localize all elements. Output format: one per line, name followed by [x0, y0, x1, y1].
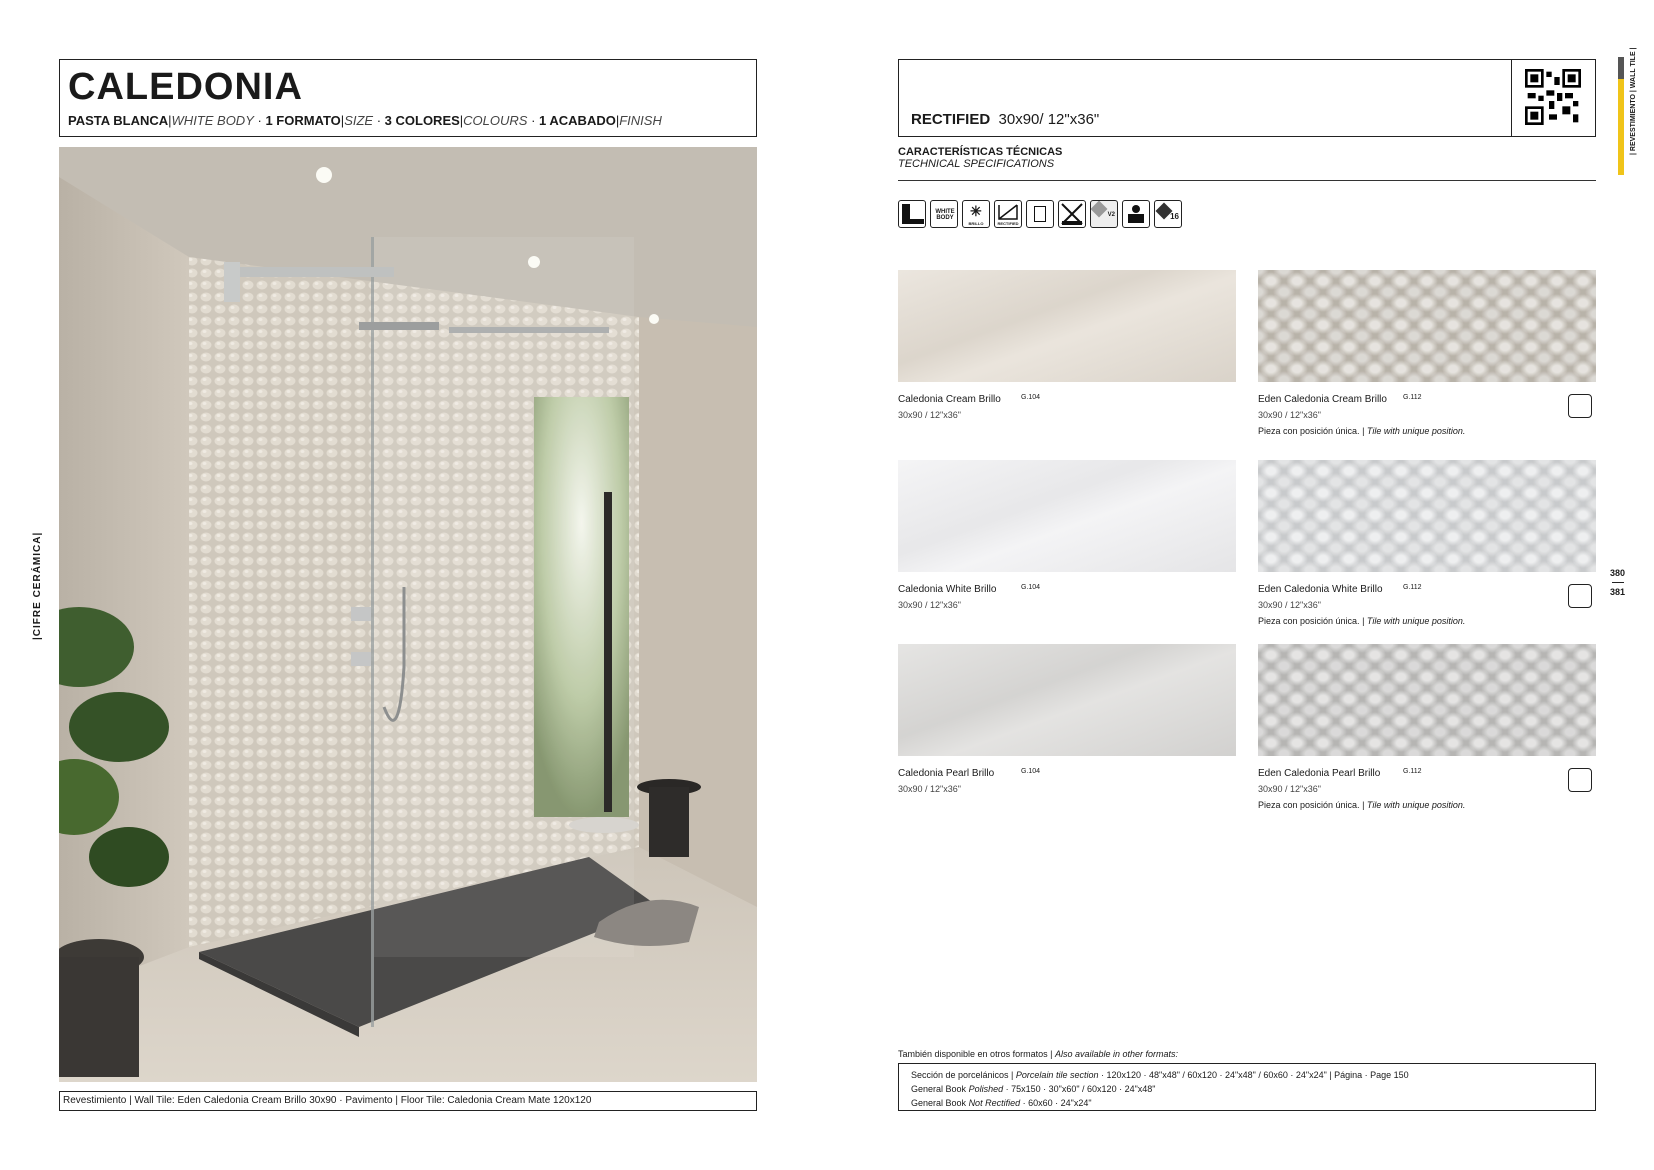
- tile-name: Caledonia White Brillo: [898, 584, 997, 595]
- page-title: CALEDONIA: [68, 66, 303, 108]
- tile-size: 30x90 / 12"x36": [898, 600, 961, 610]
- availability-box: [898, 1063, 1596, 1111]
- page-sep: [1612, 582, 1624, 583]
- tile-note-en: Tile with unique position.: [1366, 426, 1466, 436]
- technical-specs-heading: [898, 146, 1062, 170]
- line-b: Not Rectified: [968, 1098, 1021, 1108]
- line-b: Polished: [968, 1084, 1004, 1094]
- shade-variation-icon: [1090, 200, 1118, 228]
- size-es: 1 FORMATO: [265, 113, 341, 128]
- tile-swatch-eden-pearl[interactable]: [1258, 644, 1596, 756]
- rectified-word: RECTIFIED: [911, 111, 991, 128]
- section-side-text: | REVESTIMIENTO | WALL TILE |: [1630, 47, 1637, 155]
- tile-note-en: Tile with unique position.: [1366, 800, 1466, 810]
- colours-es: 3 COLORES: [384, 113, 460, 128]
- tile-note: [1258, 426, 1465, 436]
- colours-en: COLOURS: [463, 113, 528, 128]
- rectified-label: [911, 111, 1099, 128]
- unique-position-icon: [1568, 584, 1592, 608]
- line-a: Sección de porcelánicos |: [911, 1070, 1014, 1080]
- tile-code: G.112: [1403, 768, 1422, 775]
- tile-name: Caledonia Pearl Brillo: [898, 768, 995, 779]
- brand-side-text: |CIFRE CERÁMICA|: [32, 531, 43, 640]
- availability-line: [911, 1096, 1595, 1110]
- white-body-icon: [930, 200, 958, 228]
- tech-en: TECHNICAL SPECIFICATIONS: [898, 158, 1055, 170]
- shine-text: BRILLO: [968, 221, 984, 226]
- available-es: También disponible en otros formatos |: [898, 1049, 1053, 1059]
- tile-size: 30x90 / 12"x36": [1258, 600, 1321, 610]
- photo-caption: Revestimiento | Wall Tile: Eden Caledonia Cream Brillo 30x90 · Pavimento | Floor Tile: Caledonia Cream Mate 120x120: [59, 1091, 757, 1111]
- spec-icon-row: [898, 200, 1198, 230]
- body-en: WHITE BODY: [171, 113, 254, 128]
- line-c: · 120x120 · 48"x48" / 60x120 · 24"x48" / 60x60 · 24"x24" | Página · Page 150: [1100, 1070, 1409, 1080]
- tab-dark: [1618, 57, 1624, 79]
- finish-en: FINISH: [619, 113, 662, 128]
- tile-note-es: Pieza con posición única. |: [1258, 616, 1365, 626]
- white-body-text: WHITE BODY: [935, 209, 955, 221]
- wall-icon-text: WALL: [910, 215, 925, 221]
- shine-icon: ✳ BRILLO: [962, 200, 990, 228]
- line-a: General Book: [911, 1084, 967, 1094]
- tile-swatch-eden-white[interactable]: [1258, 460, 1596, 572]
- tile-note-es: Pieza con posición única. |: [1258, 426, 1365, 436]
- rectified-header-box: [898, 59, 1596, 137]
- tile-code: G.112: [1403, 584, 1422, 591]
- tile-note: [1258, 616, 1465, 626]
- tile-name: Eden Caledonia Cream Brillo: [1258, 394, 1387, 405]
- bathroom-illustration: [59, 147, 757, 1082]
- title-box: [59, 59, 757, 137]
- tech-es: CARACTERÍSTICAS TÉCNICAS: [898, 146, 1063, 158]
- tile-name: Caledonia Cream Brillo: [898, 394, 1001, 405]
- wall-icon: [898, 200, 926, 228]
- size-en: SIZE: [344, 113, 374, 128]
- unique-position-icon: [1568, 768, 1592, 792]
- no-floor-icon: [1058, 200, 1086, 228]
- line-c: · 60x60 · 24"x24": [1022, 1098, 1092, 1108]
- box-weight-icon: [1154, 200, 1182, 228]
- rectified-icon: [994, 200, 1022, 228]
- tile-swatch-cream[interactable]: [898, 270, 1236, 382]
- tile-name: Eden Caledonia White Brillo: [1258, 584, 1383, 595]
- tile-swatch-white[interactable]: [898, 460, 1236, 572]
- page-number-right: 381: [1610, 587, 1626, 597]
- divider: [898, 180, 1596, 181]
- availability-line: [911, 1068, 1595, 1082]
- tile-name: Eden Caledonia Pearl Brillo: [1258, 768, 1381, 779]
- page-number-left: 380: [1610, 568, 1626, 578]
- tile-code: G.112: [1403, 394, 1422, 401]
- box-weight-text: 16: [1170, 212, 1179, 221]
- rectified-icon-text: RECTIFIED: [997, 221, 1019, 226]
- tab-yellow: [1618, 79, 1624, 175]
- tile-code: G.104: [1021, 768, 1041, 775]
- tile-note: [1258, 800, 1465, 810]
- unique-position-icon: [1568, 394, 1592, 418]
- section-side-tab: [1618, 47, 1638, 157]
- tile-swatch-pearl[interactable]: [898, 644, 1236, 756]
- tile-note-en: Tile with unique position.: [1366, 616, 1466, 626]
- rectified-size: 30x90/ 12"x36": [998, 111, 1100, 128]
- qr-container: [1511, 60, 1596, 136]
- tile-code: G.104: [1021, 394, 1041, 401]
- pieces-per-box-icon: [1122, 200, 1150, 228]
- available-en: Also available in other formats:: [1054, 1049, 1178, 1059]
- finish-es: 1 ACABADO: [539, 113, 616, 128]
- availability-line: [911, 1082, 1595, 1096]
- shade-text: V2: [1107, 212, 1115, 218]
- qr-code-icon[interactable]: [1525, 69, 1581, 125]
- line-c: · 75x150 · 30"x60" / 60x120 · 24"x48": [1005, 1084, 1156, 1094]
- tile-size: 30x90 / 12"x36": [898, 784, 961, 794]
- tile-code: G.104: [1021, 584, 1041, 591]
- page-numbers: [1610, 566, 1625, 599]
- collection-subtitle: PASTA BLANCA|WHITE BODY · 1 FORMATO|SIZE · 3 COLORES|COLOURS · 1 ACABADO|FINISH: [68, 113, 662, 128]
- line-a: General Book: [911, 1098, 967, 1108]
- line-b: Porcelain tile section: [1015, 1070, 1099, 1080]
- tile-grid: [898, 270, 1598, 830]
- tile-size: 30x90 / 12"x36": [898, 410, 961, 420]
- bathroom-photo: [59, 147, 757, 1082]
- tile-size: 30x90 / 12"x36": [1258, 410, 1321, 420]
- body-es: PASTA BLANCA: [68, 113, 169, 128]
- tile-swatch-eden-cream[interactable]: [1258, 270, 1596, 382]
- tile-note-es: Pieza con posición única. |: [1258, 800, 1365, 810]
- brand-side-label: [26, 530, 50, 650]
- availability-heading: [898, 1049, 1178, 1059]
- tile-size: 30x90 / 12"x36": [1258, 784, 1321, 794]
- thickness-icon: [1026, 200, 1054, 228]
